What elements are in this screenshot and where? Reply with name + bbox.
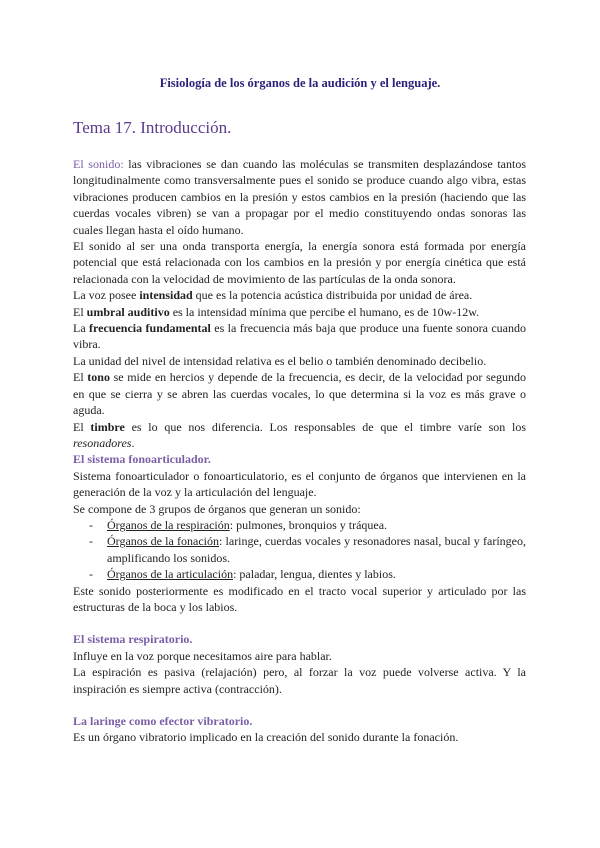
paragraph-belio: La unidad del nivel de intensidad relativa es el belio o también denominado decibelio. <box>73 353 487 368</box>
paragraph-energia: El sonido al ser una onda transporta energía, la energía sonora está formada por energía potencial que está relacionada con los cambios en la presión y por energía cinética que está relacionada con la velocidad de movimiento de las partículas de la onda sonora. <box>73 239 526 286</box>
text: que es la potencia acústica distribuida por unidad de área. <box>192 288 473 303</box>
paragraph-intensidad <box>73 287 526 303</box>
term-timbre: timbre <box>90 419 125 434</box>
list-item <box>87 533 526 566</box>
paragraph-laringe: Es un órgano vibratorio implicado en la creación del sonido durante la fonación. <box>73 730 459 745</box>
paragraph-sonido <box>73 156 526 238</box>
term-frecuencia: frecuencia fundamental <box>89 321 211 336</box>
text: es la frecuencia más baja que produce una fuente sonora cuando vibra. <box>73 321 527 352</box>
paragraph-aire: Influye en la voz porque necesitamos aire para hablar. <box>73 648 332 663</box>
organ-list <box>73 517 526 583</box>
list-item <box>87 517 526 533</box>
subheading-laringe: La laringe como efector vibratorio. <box>73 714 253 728</box>
term-tono: tono <box>87 370 110 385</box>
paragraph-text: las vibraciones se dan cuando las moléculas se transmiten desplazándose tantos longitudinalmente como transversalmente pues el sonido se produce cuando algo vibra, estas vibraciones producen cambios en la presión y estos cambios en la presión (haciendo que las cuerdas vocales vibren) se van a propagar por el medio constituyendo ondas sonoras las cuales llegan hasta el oído humano. <box>73 157 526 237</box>
list-text: : laringe, cuerdas vocales y resonadores nasal, bucal y faríngeo, amplificando los sonidos. <box>107 534 526 565</box>
text: . <box>131 435 135 450</box>
paragraph-tono <box>73 369 526 418</box>
list-term: Órganos de la respiración <box>107 517 230 532</box>
list-term: Órganos de la fonación <box>107 534 219 549</box>
term-resonadores: resonadores <box>73 435 132 450</box>
list-text: : paladar, lengua, dientes y labios. <box>233 567 396 582</box>
paragraph-fonoarticulador: Sistema fonoarticulador o fonoarticulatorio, es el conjunto de órganos que intervienen en la generación de la voz y la articulación del lenguaje. <box>73 468 526 500</box>
list-term: Órganos de la articulación <box>107 567 234 582</box>
section-heading: Tema 17. Introducción. <box>73 118 232 137</box>
term-umbral: umbral auditivo <box>86 304 170 319</box>
text: La voz posee <box>73 288 140 303</box>
subheading-respiratorio: El sistema respiratorio. <box>73 632 193 647</box>
text: se mide en hercios y depende de la frecuencia, es decir, de la velocidad por segundo en que se cierra y se abren las cuerdas vocales, lo que determina si la voz es más grave o aguda. <box>73 370 526 418</box>
text: El <box>73 419 91 434</box>
text: es la intensidad mínima que percibe el humano, es de 10w-12w. <box>169 304 480 319</box>
list-text: : pulmones, bronquios y tráquea. <box>229 517 388 532</box>
paragraph-espiracion: La espiración es pasiva (relajación) pero, al forzar la voz puede volverse activa. Y la inspiración es siempre activa (contracción). <box>73 665 526 696</box>
paragraph-umbral <box>73 304 526 320</box>
paragraph-frecuencia <box>73 320 526 353</box>
list-item <box>87 566 526 582</box>
term-intensidad: intensidad <box>139 288 193 303</box>
text: El <box>73 304 87 319</box>
text: es lo que nos diferencia. Los responsables de que el timbre varíe son los <box>124 419 526 434</box>
paragraph-tracto-vocal: Este sonido posteriormente es modificado en el tracto vocal superior y articulado por las estructuras de la boca y los labios. <box>73 583 526 614</box>
paragraph-timbre <box>73 419 526 452</box>
text: El <box>73 370 88 385</box>
subheading-fonoarticulador: El sistema fonoarticulador. <box>73 452 211 467</box>
paragraph-grupos: Se compone de 3 grupos de órganos que generan un sonido: <box>73 501 361 516</box>
document-title: Fisiología de los órganos de la audición y el lenguaje. <box>159 76 441 90</box>
text: La <box>73 321 90 336</box>
document-body <box>73 156 526 746</box>
term-sonido: El sonido: <box>73 157 124 171</box>
